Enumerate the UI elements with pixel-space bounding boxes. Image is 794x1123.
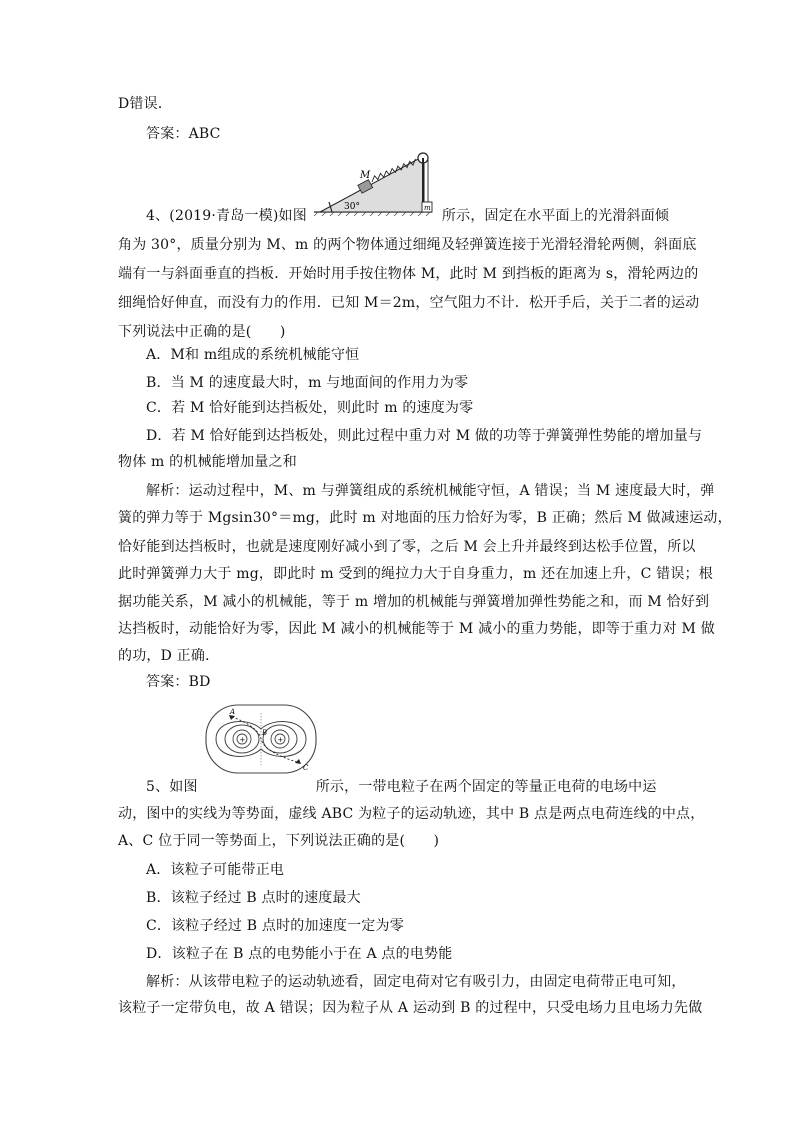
mass-M-label: M [360,170,371,181]
q4-stem-start: 4、(2019·青岛一模)如图 [146,208,307,224]
q5-line-3: A、C 位于同一等势面上，下列说法正确的是( ) [118,833,440,849]
charge-right-label: + [277,736,284,744]
mass-m-label: m [424,204,431,212]
q4-line-5: 下列说法中正确的是( ) [118,324,286,340]
q5-stem-start: 5、如图 [146,779,198,795]
previous-answer-tail: D错误． [118,96,173,112]
q4-analysis-1: 解析：运动过程中，M、m 与弹簧组成的系统机械能守恒，A 错误；当 M 速度最大时，弹 [146,483,715,499]
answer-3: 答案：ABC [146,126,221,142]
q4-analysis-3: 恰好能到达挡板时，也就是速度刚好减小到了零，之后 M 会上升并最终到达松手位置，所以 [118,539,696,555]
q4-option-d-line-2: 物体 m 的机械能增加量之和 [118,454,297,470]
q5-line-1 [146,777,657,797]
point-B-label: B [262,729,268,737]
q4-analysis-5: 据功能关系，M 减小的机械能，等于 m 增加的机械能与弹簧增加弹性势能之和，而 M 恰好到 [118,594,710,610]
q5-analysis-1: 解析：从该带电粒子的运动轨迹看，固定电荷对它有吸引力，由固定电荷带正电可知， [146,974,686,990]
q5-option-c: C．该粒子经过 B 点时的加速度一定为零 [146,918,404,934]
equipotential-figure [204,703,318,775]
q5-option-b: B．该粒子经过 B 点时的速度最大 [146,890,361,906]
q5-analysis-2: 该粒子一定带负电，故 A 错误；因为粒子从 A 运动到 B 的过程中，只受电场力且电场力先做 [118,1000,703,1016]
charge-left-label: + [239,736,246,744]
point-A-label: A [230,708,236,716]
answer-4: 答案：BD [146,674,211,690]
point-C-label: C [303,764,309,772]
q4-option-a: A．M和 m组成的系统机械能守恒 [146,347,360,363]
q4-line-1 [146,206,669,226]
angle-label: 30° [344,202,360,212]
q5-stem-end: 所示，一带电粒子在两个固定的等量正电荷的电场中运 [315,779,657,795]
q5-line-2: 动，图中的实线为等势面，虚线 ABC 为粒子的运动轨迹，其中 B 点是两点电荷连线的中点， [118,806,705,822]
q5-option-d: D．该粒子在 B 点的电势能小于在 A 点的电势能 [146,946,453,962]
q4-analysis-2: 簧的弹力等于 Mgsin30°＝mg，此时 m 对地面的压力恰好为零，B 正确；然后 M 做减速运动， [118,510,732,526]
q4-option-c: C．若 M 恰好能到达挡板处，则此时 m 的速度为零 [146,400,474,416]
q4-line-3: 端有一与斜面垂直的挡板．开始时用手按住物体 M，此时 M 到挡板的距离为 s，滑轮两边的 [118,266,699,282]
q4-analysis-6: 达挡板时，动能恰好为零，因此 M 减小的机械能等于 M 减小的重力势能，即等于重力对 M 做 [118,621,715,637]
q4-option-b: B．当 M 的速度最大时，m 与地面间的作用力为零 [146,375,469,391]
q4-line-2: 角为 30°，质量分别为 M、m 的两个物体通过细绳及轻弹簧连接于光滑轻滑轮两侧，斜面底 [118,237,697,253]
q4-analysis-4: 此时弹簧弹力大于 mg，即此时 m 受到的绳拉力大于自身重力，m 还在加速上升，C 错误；根 [118,566,713,582]
q4-option-d-line-1: D．若 M 恰好能到达挡板处，则此过程中重力对 M 做的功等于弹簧弹性势能的增加量与 [146,428,703,444]
q4-stem-end: 所示，固定在水平面上的光滑斜面倾 [441,208,670,224]
q4-line-4: 细绳恰好伸直，而没有力的作用．已知 M＝2m，空气阻力不计．松开手后，关于二者的运动 [118,295,700,311]
q4-analysis-7: 的功，D 正确． [118,648,220,664]
q5-option-a: A．该粒子可能带正电 [146,862,285,878]
